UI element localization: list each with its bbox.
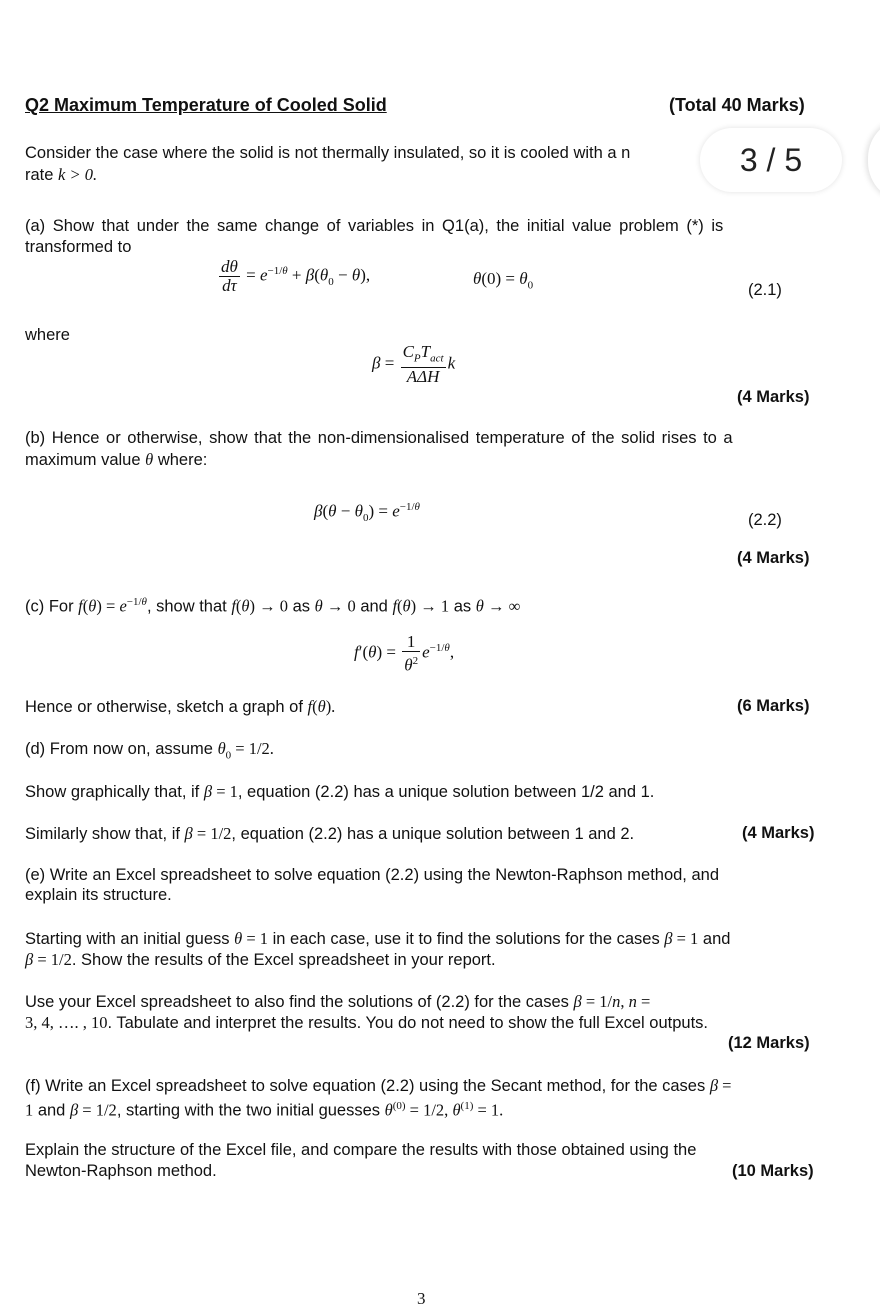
part-f-line-4: Newton-Raphson method. (25, 1162, 217, 1180)
part-d-line-3: Similarly show that, if β = 1/2, equation (2.2) has a unique solution between 1 and 2. (25, 824, 635, 843)
part-c-t3: as (288, 597, 315, 616)
part-b-line-1: (b) Hence or otherwise, show that the non-dimensionalised temperature of the solid rises to a (25, 429, 733, 447)
part-e-line-4: β = 1/2. Show the results of the Excel spreadsheet in your report. (25, 950, 496, 969)
part-a-marks: (4 Marks) (737, 388, 810, 406)
part-e-line-3: Starting with an initial guess θ = 1 in each case, use it to find the solutions for the cases β = 1 and (25, 929, 731, 948)
part-d-line-1: (d) From now on, assume $\theta_0 = 1/2$. (25, 739, 274, 762)
intro-rate-text: rate (25, 166, 59, 184)
part-b-marks: (4 Marks) (737, 549, 810, 567)
part-e-t3-end: and (698, 930, 731, 948)
part-a-line-1: (a) Show that under the same change of variables in Q1(a), the initial value problem (*) is (25, 217, 724, 235)
part-f-line-3: Explain the structure of the Excel file, and compare the results with those obtained using the (25, 1141, 697, 1159)
part-e-t3-mid: in each case, use it to find the solutions for the cases (268, 930, 665, 948)
part-e-t5: Use your Excel spreadsheet to also find the solutions of (2.2) for the cases (25, 993, 574, 1011)
part-d-line-2: Show graphically that, if β = 1, equation (2.2) has a unique solution between 1/2 and 1. (25, 782, 655, 801)
part-f-t1: (f) Write an Excel spreadsheet to solve equation (2.2) using the Secant method, for the cases (25, 1077, 710, 1095)
part-b-text: maximum value (25, 451, 146, 469)
part-d-t3-end: , equation (2.2) has a unique solution between 1 and 2. (231, 825, 635, 843)
part-e-t4: . Show the results of the Excel spreadsheet in your report. (71, 951, 496, 969)
part-f-marks: (10 Marks) (732, 1162, 814, 1180)
part-f-line-2: 1 and β = 1/2, starting with the two initial guesses $\theta^{(0)} = 1/2$, $\theta^{(1)} = 1$. (25, 1100, 504, 1120)
part-d-t1: (d) From now on, assume (25, 740, 218, 758)
part-b-text-end: where: (153, 451, 208, 469)
part-c-line-1: (c) For $f(\theta) = e^{-1/\theta}$, show that f(θ) → 0 as θ → 0 and f(θ) → 1 as θ → ∞ (25, 596, 521, 616)
part-d-t3: Similarly show that, if (25, 825, 185, 843)
page-indicator: 3 / 5 (700, 128, 842, 192)
part-d-marks: (4 Marks) (742, 824, 815, 842)
part-e-t3: Starting with an initial guess (25, 930, 235, 948)
part-f-line-1: (f) Write an Excel spreadsheet to solve equation (2.2) using the Secant method, for the cases β = (25, 1076, 732, 1095)
intro-line-1: Consider the case where the solid is not thermally insulated, so it is cooled with a n (25, 144, 631, 162)
part-c-sketch: Hence or otherwise, sketch a graph of f(θ). (25, 697, 336, 716)
part-a-line-2: transformed to (25, 238, 132, 256)
part-c-marks: (6 Marks) (737, 697, 810, 715)
part-b-line-2: maximum value θ where: (25, 450, 208, 469)
equation-2-1-label: (2.1) (748, 281, 782, 299)
equation-2-1: $\frac{d\theta}{d\tau}$ = $e^{-1/\theta} + \beta(\theta_0 - \theta)$, (221, 257, 371, 295)
equation-2-2: $\beta(\theta - \theta_0) = e^{-1/\theta}$ (314, 501, 420, 525)
part-c-t5: as (449, 597, 476, 616)
intro-line-2 (25, 164, 97, 186)
question-title: Q2 Maximum Temperature of Cooled Solid (25, 95, 387, 115)
part-e-line-1: (e) Write an Excel spreadsheet to solve equation (2.2) using the Newton-Raphson method, and (25, 866, 720, 884)
part-e-marks: (12 Marks) (728, 1034, 810, 1052)
part-c-t4: and (355, 597, 393, 616)
part-e-t6: . Tabulate and interpret the results. You do not need to show the full Excel outputs. (107, 1014, 709, 1032)
side-panel-edge (868, 118, 880, 202)
page-number: 3 (417, 1289, 426, 1308)
part-d-t2-end: , equation (2.2) has a unique solution between 1/2 and 1. (237, 783, 655, 801)
part-e-line-6: 3, 4, …. , 10. Tabulate and interpret the results. You do not need to show the full Excel outputs. (25, 1013, 709, 1032)
where-label: where (25, 326, 70, 344)
beta-definition: β = $\frac{C_PT_{act}}{\text{AΔH}}$ k (372, 342, 456, 387)
part-e-line-5: Use your Excel spreadsheet to also find the solutions of (2.2) for the cases β = 1/n, n = (25, 992, 651, 1011)
part-c-t1: (c) For (25, 597, 79, 616)
part-e-line-2: explain its structure. (25, 886, 172, 904)
part-c-t2: , show that (146, 597, 232, 616)
part-f-t2b: , starting with the two initial guesses (116, 1101, 385, 1120)
part-c-sketch-text: Hence or otherwise, sketch a graph of (25, 698, 308, 716)
derivative-equation: f′(θ) = $\frac{1}{\theta^2}$ $e^{-1/\theta}$, (354, 632, 455, 675)
initial-condition: $\theta(0) = \theta_0$ (473, 269, 534, 292)
part-f-t2: and (33, 1101, 70, 1120)
part-d-t2: Show graphically that, if (25, 783, 204, 801)
intro-rate-math: k > 0. (58, 165, 98, 184)
equation-2-2-label: (2.2) (748, 511, 782, 529)
total-marks: (Total 40 Marks) (669, 95, 805, 115)
